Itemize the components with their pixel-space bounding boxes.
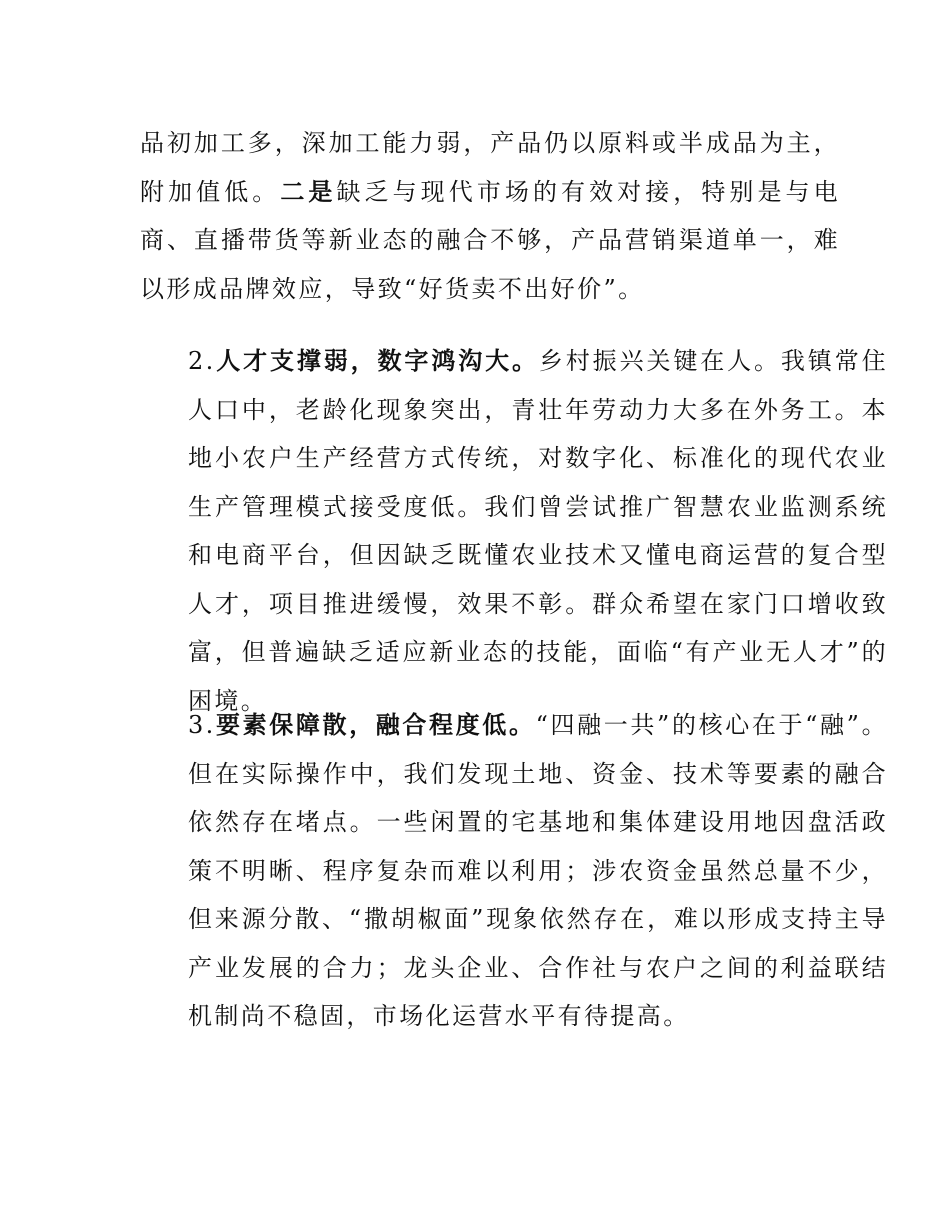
emphasis-label: 二是	[280, 177, 337, 206]
paragraph-factors	[140, 701, 888, 1041]
paragraph-body: 乡村振兴关键在人。我镇常住人口中，老龄化现象突出，青壮年劳动力大多在外务工。本地小农户生产经营方式传统，对数字化、标准化的现代农业生产管理模式接受度低。我们曾尝试推广智慧农业监测系统和电商平台，但因缺乏既懂农业技术又懂电商运营的复合型人才，项目推进缓慢，效果不彰。群众希望在家门口增收致富，但普遍缺乏适应新业态的技能，面临“有产业无人才”的困境。	[188, 347, 888, 715]
paragraph-continuation	[140, 119, 840, 313]
section-number: 3.	[188, 711, 216, 739]
paragraph-text: 缺乏与现代市场的有效对接，特别是与电商、直播带货等新业态的融合不够，产品营销渠道单一，难以形成品牌效应，导致“好货卖不出好价”。	[140, 177, 841, 303]
section-heading: 人才支撑弱，数字鸿沟大。	[215, 347, 539, 375]
paragraph-text: 品初加工多，深加工能力弱，产品仍以原料或半成品为主，附加值低。	[140, 129, 840, 206]
section-heading: 要素保障散，融合程度低。	[215, 711, 536, 739]
paragraph-body: “四融一共”的核心在于“融”。但在实际操作中，我们发现土地、资金、技术等要素的融合依然存在堵点。一些闲置的宅基地和集体建设用地因盘活政策不明晰、程序复杂而难以利用；涉农资金虽然总量不少，但来源分散、“撒胡椒面”现象依然存在，难以形成支持主导产业发展的合力；龙头企业、合作社与农户之间的利益联结机制尚不稳固，市场化运营水平有待提高。	[188, 711, 888, 1030]
section-number: 2.	[188, 347, 216, 375]
paragraph-talent	[140, 337, 888, 725]
